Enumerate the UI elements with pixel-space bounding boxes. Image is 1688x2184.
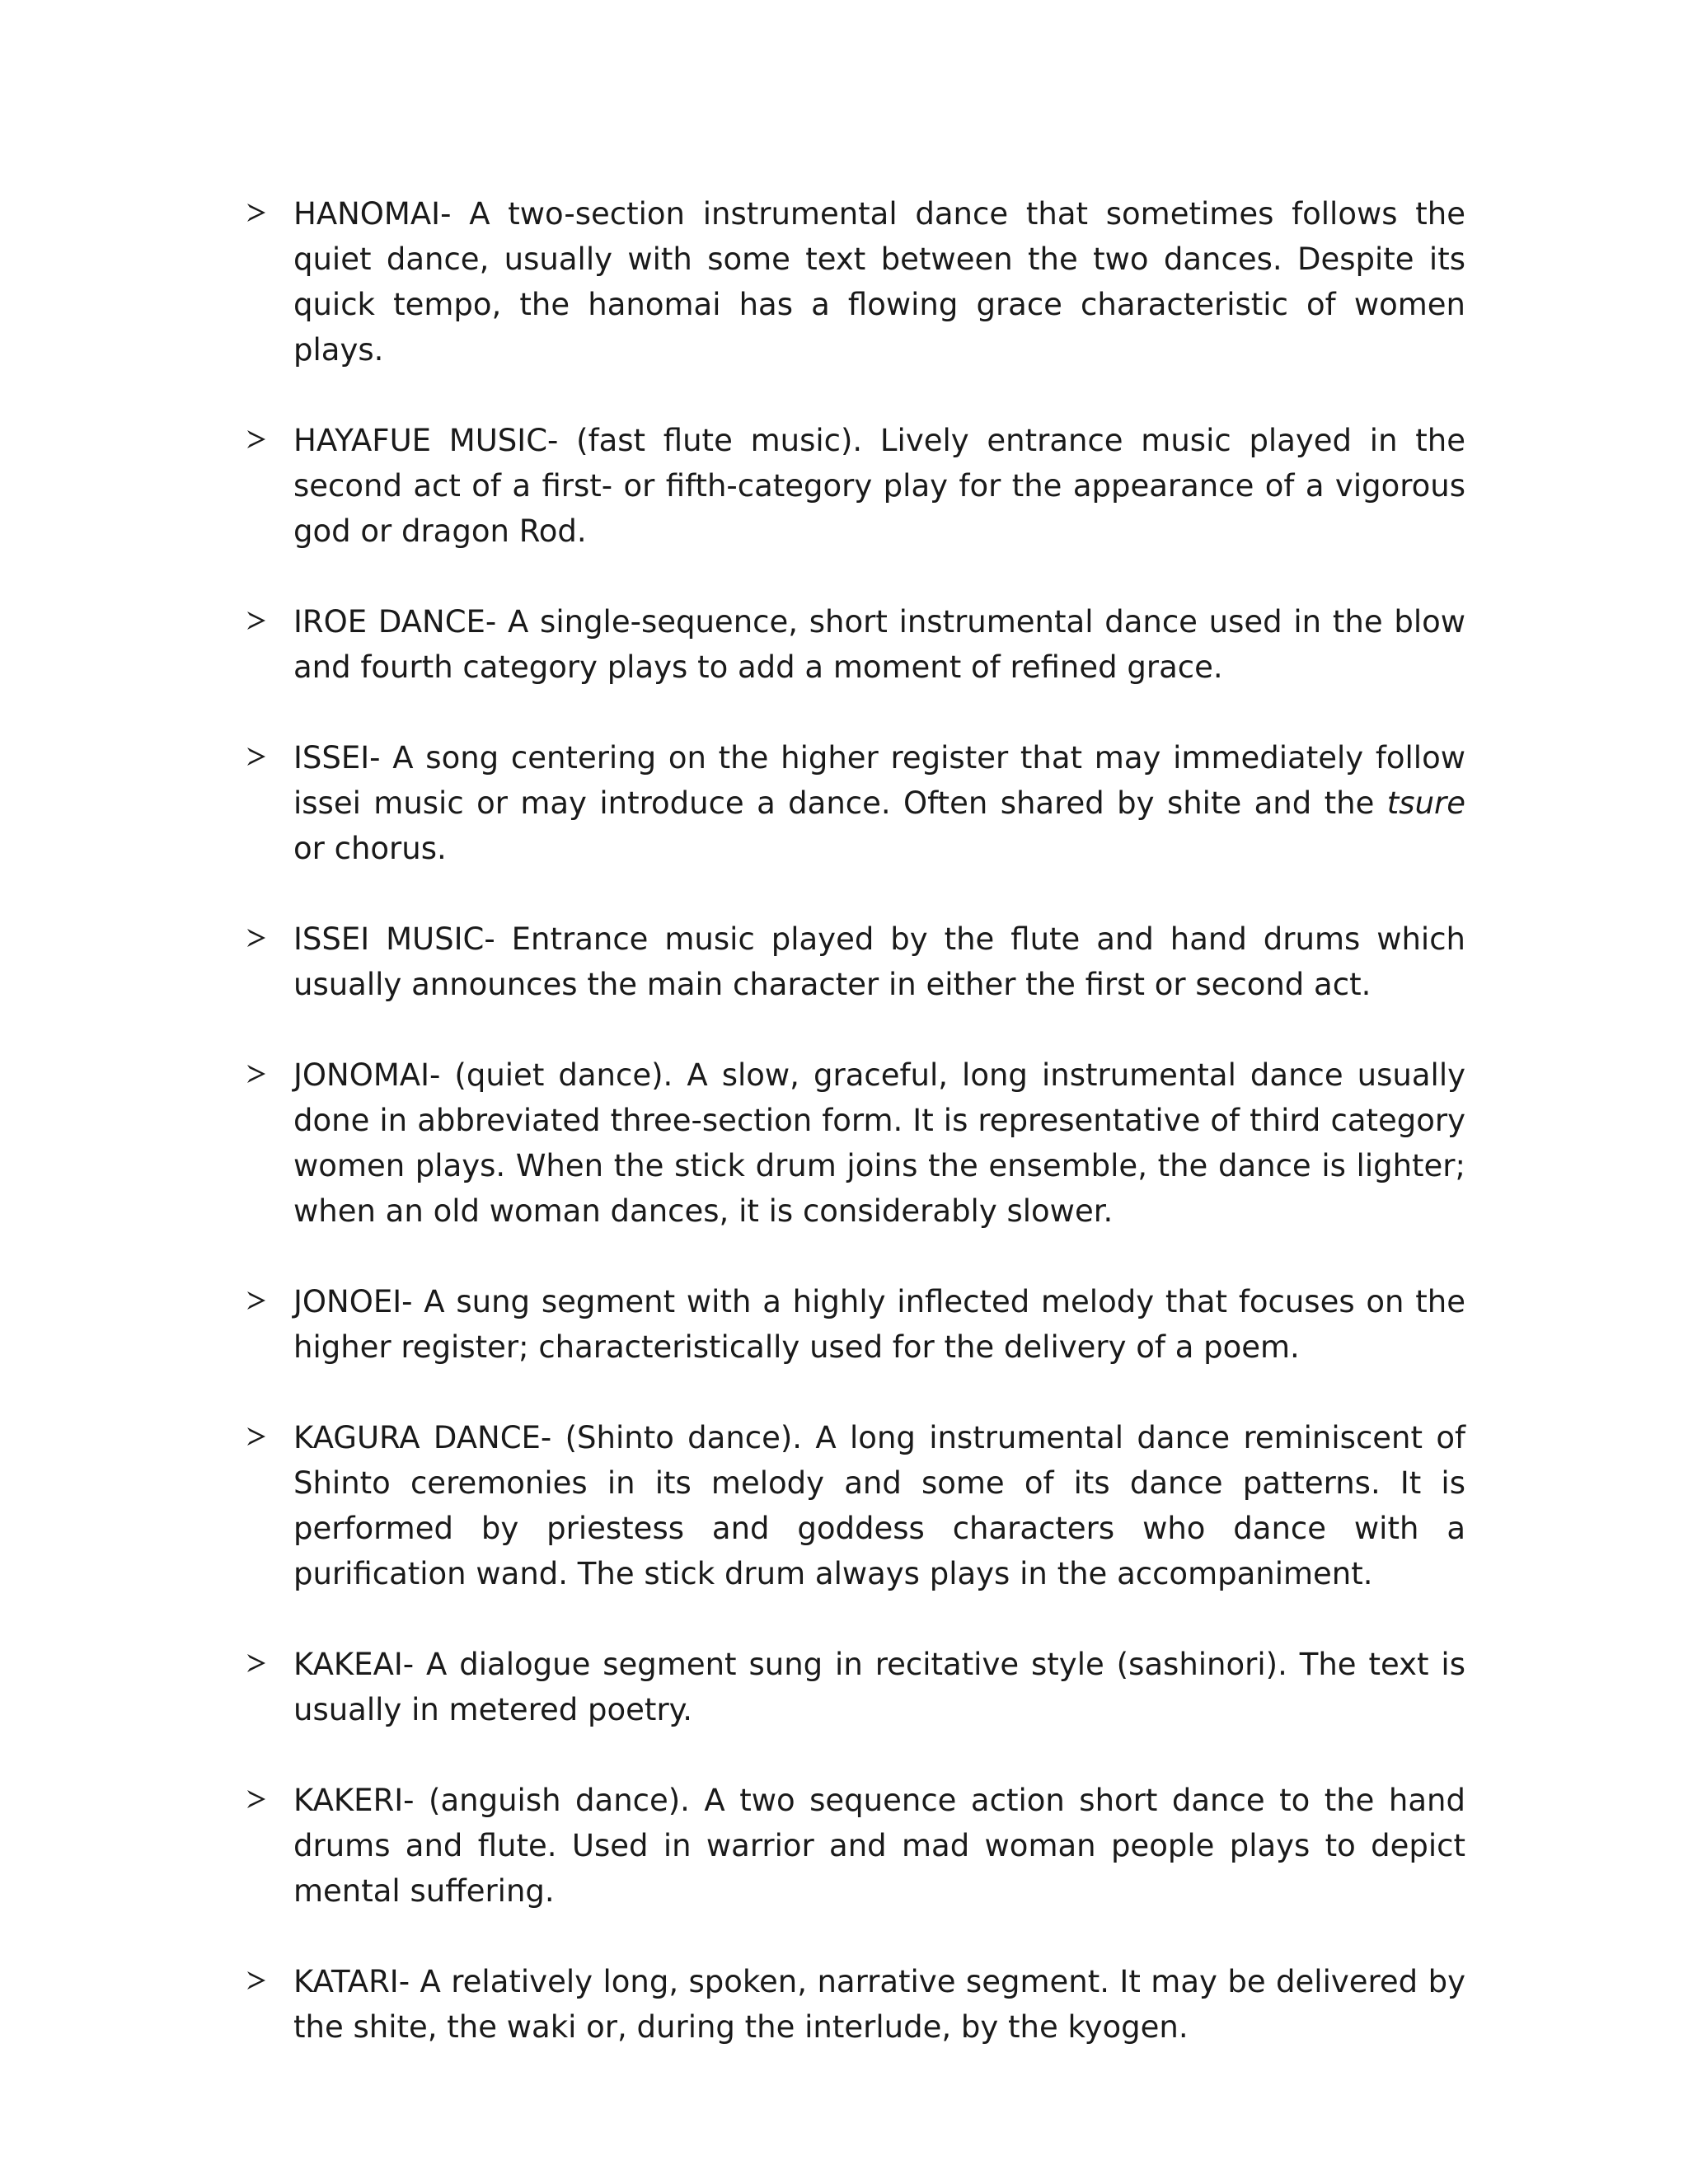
arrowhead-bullet-icon (246, 202, 267, 223)
arrowhead-bullet-icon (246, 1063, 267, 1085)
entry-term: JONOMAI- (293, 1057, 441, 1093)
entry-text (293, 1642, 1465, 1732)
entry-definition: A sung segment with a highly inflected melody that focuses on the higher register; characteristically used for the delivery of a poem. (293, 1284, 1465, 1365)
entry-definition: A two-section instrumental dance that sometimes follows the quiet dance, usually with some text between the two dances. Despite its quick tempo, the hanomai has a flowing grace characteristic of women plays. (293, 196, 1465, 368)
entry-text (293, 191, 1465, 373)
glossary-entry-jonoei (246, 1279, 1465, 1370)
entry-definition: (fast flute music). Lively entrance music played in the second act of a first- or fifth-category play for the appearance of a vigorous god or dragon Rod. (293, 423, 1465, 549)
arrowhead-bullet-icon (246, 1970, 267, 1991)
arrowhead-bullet-icon (246, 610, 267, 631)
entry-term: KAKEAI- (293, 1647, 415, 1682)
entry-definition: (Shinto dance). A long instrumental dance reminiscent of Shinto ceremonies in its melody and some of its dance patterns. It is performed by priestess and goddess characters who dance with a purification wand. The stick drum always plays in the accompaniment. (293, 1420, 1465, 1591)
glossary-entry-jonomai (246, 1052, 1465, 1234)
glossary-entry-iroe-dance (246, 599, 1465, 690)
entry-term: ISSEI- (293, 740, 381, 776)
entry-text (293, 1415, 1465, 1596)
entry-definition: A relatively long, spoken, narrative segment. It may be delivered by the shite, the waki or, during the interlude, by the kyogen. (293, 1964, 1465, 2045)
entry-term: KAGURA DANCE- (293, 1420, 552, 1455)
entry-text (293, 418, 1465, 554)
entry-text (293, 1959, 1465, 2050)
glossary-entry-kakeri (246, 1778, 1465, 1914)
entry-italic-word: tsure (1386, 785, 1465, 821)
glossary-entry-hanomai (246, 191, 1465, 373)
entry-text (293, 599, 1465, 690)
arrowhead-bullet-icon (246, 927, 267, 949)
arrowhead-bullet-icon (246, 1290, 267, 1311)
glossary-entry-kakeai (246, 1642, 1465, 1732)
glossary-list (246, 191, 1465, 2095)
glossary-entry-katari (246, 1959, 1465, 2050)
glossary-entry-kagura-dance (246, 1415, 1465, 1596)
entry-definition-end: or chorus. (293, 831, 447, 866)
arrowhead-bullet-icon (246, 1426, 267, 1447)
entry-text (293, 1052, 1465, 1234)
entry-term: HAYAFUE MUSIC- (293, 423, 559, 458)
entry-term: KAKERI- (293, 1783, 415, 1818)
entry-text (293, 916, 1465, 1007)
entry-text (293, 1778, 1465, 1914)
entry-text (293, 1279, 1465, 1370)
glossary-entry-issei (246, 735, 1465, 871)
entry-definition: A single-sequence, short instrumental dance used in the blow and fourth category plays to add a moment of refined grace. (293, 604, 1465, 685)
entry-definition: (anguish dance). A two sequence action short dance to the hand drums and flute. Used in warrior and mad woman people plays to depict mental suffering. (293, 1783, 1465, 1909)
entry-definition: A song centering on the higher register that may immediately follow issei music or may introduce a dance. Often shared by shite and the (293, 740, 1465, 821)
entry-text (293, 735, 1465, 871)
entry-term: JONOEI- (293, 1284, 413, 1319)
entry-term: ISSEI MUSIC- (293, 921, 495, 957)
arrowhead-bullet-icon (246, 746, 267, 767)
arrowhead-bullet-icon (246, 1652, 267, 1674)
entry-term: KATARI- (293, 1964, 410, 1999)
entry-definition: Entrance music played by the flute and hand drums which usually announces the main character in either the first or second act. (293, 921, 1465, 1002)
glossary-entry-hayafue-music (246, 418, 1465, 554)
entry-definition: (quiet dance). A slow, graceful, long instrumental dance usually done in abbreviated three-section form. It is representative of third category women plays. When the stick drum joins the ensemble, the dance is lighter; when an old woman dances, it is considerably slower. (293, 1057, 1465, 1229)
entry-term: HANOMAI- (293, 196, 452, 232)
glossary-entry-issei-music (246, 916, 1465, 1007)
arrowhead-bullet-icon (246, 1788, 267, 1810)
arrowhead-bullet-icon (246, 429, 267, 450)
entry-definition: A dialogue segment sung in recitative style (sashinori). The text is usually in metered poetry. (293, 1647, 1465, 1727)
entry-term: IROE DANCE- (293, 604, 497, 640)
